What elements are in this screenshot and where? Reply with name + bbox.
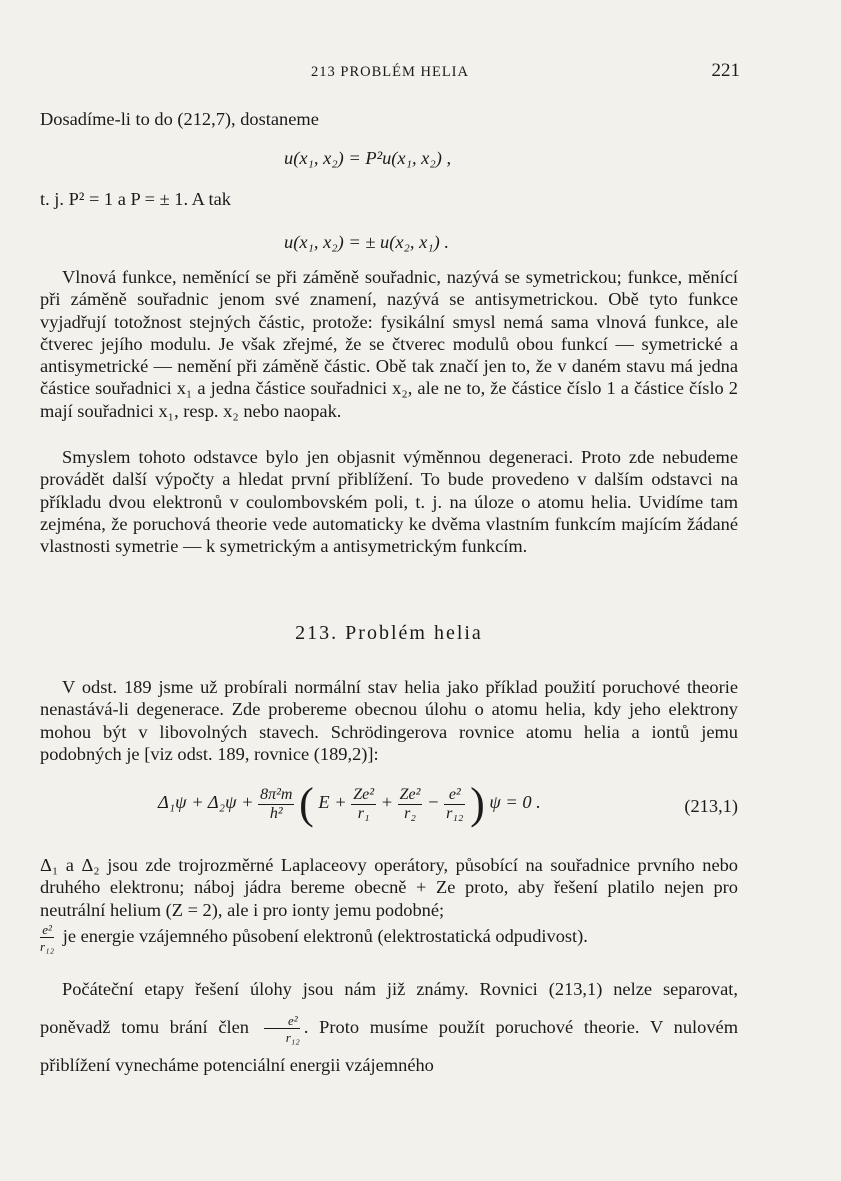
paragraph-2-text: Smyslem tohoto odstavce bylo jen objasnit výměnnou degeneraci. Proto zde nebudeme provádět další výpočty a hledat první přiblížení. To bude provedeno v dalším odstavci na příkladu dvou elektronů v coulombovském poli, t. j. na úloze o atomu helia. Uvidíme tam zejména, že poruchová theorie vede automaticky ke dvěma vlastním funkcím majícím žádané vlastnosti symetrie — k symetrickým a antisymetrickým funkcím. (40, 447, 738, 557)
separation-fraction (264, 1013, 300, 1045)
paragraph-5-line (40, 922, 738, 954)
interaction-fraction (40, 922, 54, 954)
paragraph-5-text: je energie vzájemného působení elektronů (elektrostatická odpudivost). (62, 926, 588, 947)
interaction-fraction-num: e² (40, 922, 54, 938)
interaction-fraction-den: r₁₂ (40, 939, 55, 954)
paragraph-6 (40, 970, 738, 1084)
paragraph-5 (40, 922, 738, 954)
paragraph-1 (40, 266, 738, 422)
eq-minus: − (427, 792, 440, 813)
right-paren: ) (470, 779, 485, 828)
left-paren: ( (299, 779, 314, 828)
equation-number: (213,1) (684, 796, 738, 816)
schrodinger-equation (40, 776, 738, 840)
condition-line (40, 188, 738, 210)
intro-line (40, 108, 738, 130)
eq-term-2-den: r₂ (404, 804, 416, 822)
condition-text: t. j. P² = 1 a P = ± 1. A tak (40, 189, 231, 209)
paragraph-3 (40, 676, 738, 765)
paragraph-6-before: Počáteční etapy řešení úlohy jsou nám již známy. Rovnici (213,1) nelze separovat, poněvadž tomu brání člen (40, 979, 738, 1037)
eq-term-3-den: r₁₂ (446, 804, 464, 822)
eq-term-3-num: e² (444, 786, 465, 805)
eq-term-3 (444, 786, 465, 823)
intro-text: Dosadíme-li to do (212,7), dostaneme (40, 109, 319, 129)
paragraph-4 (40, 854, 738, 921)
eq-coefficient-den: h² (269, 804, 283, 822)
equation-symmetry: u(x₁, x₂) = P²u(x₁, x₂) , (284, 148, 452, 168)
paragraph-1-text: Vlnová funkce, neměnící se při záměně souřadnic, nazývá se symetrickou; funkce, měnící při záměně souřadnic jenom své znamení, nazývá se antisymetrickou. Obě tyto funkce vyjadřují totožnost stejných částic, protože: fysikální smysl nemá sama vlnová funkce, ale čtverec jejího modulu. Je však zřejmé, že se čtverec modulů obou funkcí — symetrické a antisymetrické — nemění při záměně částic. Obě tak značí jen to, že v daném stavu má jedna částice souřadnici x₁ a jedna částice souřadnici x₂, ale ne to, že částice číslo 1 a částice číslo 2 mají souřadnici x₁, resp. x₂ nebo naopak. (40, 267, 738, 421)
running-header (40, 62, 740, 86)
eq-rhs: ψ = 0 . (489, 792, 541, 813)
separation-fraction-num: e² (264, 1013, 300, 1029)
eq-energy: E + (318, 792, 347, 813)
eq-lhs: Δ₁ψ + Δ₂ψ + (158, 792, 254, 813)
eq-term-2-num: Ze² (399, 785, 421, 803)
paragraph-2 (40, 446, 738, 557)
eq-plus: + (380, 792, 394, 813)
paragraph-3-text: V odst. 189 jsme už probírali normální stav helia jako příklad použití poruchové theorie nenastává-li degenerace. Zde probereme obecnou úlohu o atomu helia, kdy jeho elektrony mohou být v libovolných stavech. Schrödingerova rovnice atomu helia a iontů jemu podobných je [viz odst. 189, rovnice (189,2)]: (40, 677, 738, 764)
separation-fraction-den: r₁₂ (285, 1029, 300, 1045)
page-number: 221 (711, 60, 740, 81)
eq-term-1 (351, 786, 376, 823)
eq-coefficient (258, 786, 294, 823)
eq-term-1-den: r₁ (357, 804, 370, 822)
eq-coefficient-num: 8π²m (260, 785, 293, 803)
equation-body (158, 779, 541, 828)
paragraph-6-text (40, 970, 738, 1084)
equation-plus-minus: u(x₁, x₂) = ± u(x₂, x₁) . (284, 232, 449, 252)
eq-term-2 (398, 786, 423, 823)
section-heading: 213. Problém helia (295, 622, 483, 644)
running-title: 213 PROBLÉM HELIA (311, 64, 469, 80)
paragraph-4-text: Δ₁ a Δ₂ jsou zde trojrozměrné Laplaceovy operátory, působící na souřadnice prvního nebo druhého elektronu; náboj jádra bereme obecně + Ze proto, aby řešení platilo nejen pro neutrální helium (Z = 2), ale i pro ionty jemu podobné; (40, 855, 738, 920)
paragraph-6-after: . Proto musíme použít poruchové theorie. V nulovém přiblížení vynecháme potenciální energii vzájemného (40, 1017, 738, 1075)
eq-term-1-num: Ze² (353, 785, 375, 803)
